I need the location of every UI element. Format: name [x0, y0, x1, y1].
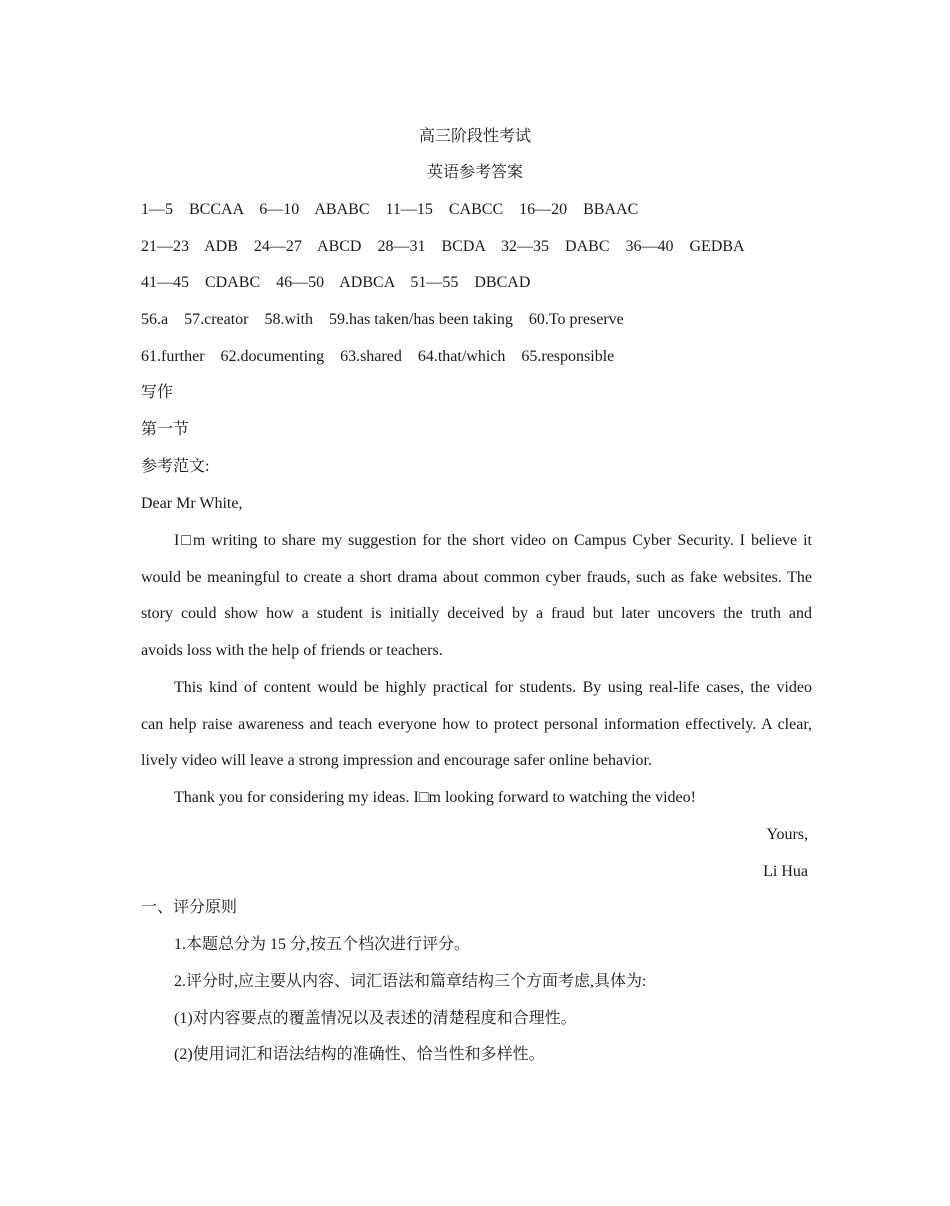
paragraph-1-line-4: avoids loss with the help of friends or teachers.: [141, 642, 443, 659]
letter-closing: Yours,: [766, 826, 808, 843]
scoring-item-4: (2)使用词汇和语法结构的准确性、恰当性和多样性。: [174, 1046, 545, 1063]
scoring-item-1: 1.本题总分为 15 分,按五个档次进行评分。: [174, 936, 471, 953]
section-heading: 第一节: [141, 421, 190, 438]
scoring-item-2: 2.评分时,应主要从内容、词汇语法和篇章结构三个方面考虑,具体为:: [174, 973, 647, 990]
paragraph-2-line-3: lively video will leave a strong impression and encourage safer online behavior.: [141, 752, 652, 769]
letter-greeting: Dear Mr White,: [141, 495, 243, 512]
sample-label: 参考范文:: [141, 458, 210, 475]
scoring-heading: 一、评分原则: [141, 899, 238, 916]
letter-signature: Li Hua: [763, 863, 808, 880]
answer-row-4: 56.a 57.creator 58.with 59.has taken/has been taking 60.To preserve: [141, 311, 624, 328]
writing-heading: 写作: [141, 384, 174, 401]
answer-row-5: 61.further 62.documenting 63.shared 64.that/which 65.responsible: [141, 348, 615, 365]
paragraph-1-line-2: would be meaningful to create a short drama about common cyber frauds, such as fake websites. The: [141, 569, 812, 586]
paragraph-2-line-1: This kind of content would be highly practical for students. By using real-life cases, the video: [174, 679, 812, 696]
paragraph-2-line-2: can help raise awareness and teach everyone how to protect personal information effectively. A clear,: [141, 716, 812, 733]
answer-key-subtitle: 英语参考答案: [426, 164, 523, 181]
exam-title: 高三阶段性考试: [418, 128, 531, 145]
answer-row-1: 1—5 BCCAA 6—10 ABABC 11—15 CABCC 16—20 BBAAC: [141, 201, 639, 218]
answer-row-2: 21—23 ADB 24—27 ABCD 28—31 BCDA 32—35 DABC 36—40 GEDBA: [141, 238, 745, 255]
paragraph-1-line-3: story could show how a student is initially deceived by a fraud but later uncovers the truth and: [141, 605, 812, 622]
scoring-item-3: (1)对内容要点的覆盖情况以及表述的清楚程度和合理性。: [174, 1010, 577, 1027]
paragraph-3-line-1: Thank you for considering my ideas. I□m looking forward to watching the video!: [174, 789, 696, 806]
paragraph-1-line-1: I□m writing to share my suggestion for the short video on Campus Cyber Security. I believe it: [174, 532, 812, 549]
answer-row-3: 41—45 CDABC 46—50 ADBCA 51—55 DBCAD: [141, 274, 531, 291]
